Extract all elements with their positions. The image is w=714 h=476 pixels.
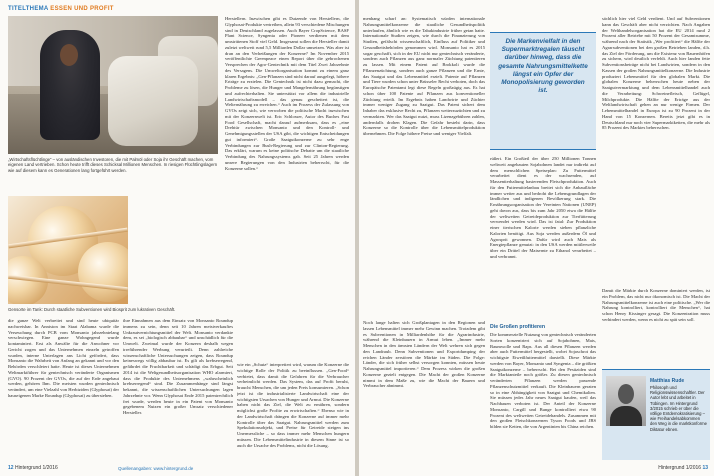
sources-link[interactable]: Quellenangaben: www.hintergrund.de: [118, 466, 194, 471]
left-page-number: [8, 465, 58, 471]
photo2-caption: Gensorte im Tank: Durch staatliche Subventionen wird Biosprit zum lukrativen Geschäft.: [8, 307, 176, 312]
left-column-2-top: Herstellern. Inzwischen gibt es Dutzende von Herstellern, die Glyphosat-Produkte vertreiben, allein 93 verschiedene Mischungen sind in Deutschland zugelassen. Auch Bayer CropScience, BASF Plant Science, Syngenta oder Pioneer verdienen mit dem umstrittenen Stoff viel Geld. Insgesamt sollen die Hersteller damit zuletzt weltweit rund 5,5 Milliarden Dollar umsetzen. Was aber ist dran an den Verheißungen der Konzerne? Im November 2015 veröffentlichte Greenpeace einen Report über die gebrochenen Versprechen der Agro-Gentechnik mit dem Titel Zwei Jahrzehnte des Versagens. Die Umweltorganisation kommt zu einem ganz klaren Ergebnis: „Gen-Pflanzen sind nicht darauf ausgelegt, höhere Erträge zu erzielen. Die Gentechnik ist nicht dazu gemacht, die Probleme zu lösen, die Hunger und Mangelernährung begünstigen und aufrechterhalten. Sie unterstützt vor allem die industrielle Landwirtschaftsmodell – das genau gescheitert ist, die Welternährung zu erreichen.“ Auch im Prozess der Zulassung von GVOs zeigt sich, wie verwoben die politische Macht inzwischen mit der Konzernwelt ist. Eric Schlosser, Autor des Buches Fast Food Gesellschaft, macht darauf aufmerksam, dass es „eine Drehtür zwischen Monsanto und den Kontroll- und Genehmigungsstellen der USA gibt, die wichtigen Entscheidungen gut informiert“. Große Saatgutkonzerne zu sehr enge Verbindungen zur Bush-Regierung und zur Clinton-Regierung. Das erklärt, warum es keine politische Debatte um die staatliche Verbindung des Nahrungssystems gab. Seit 25 Jahren werden unsere Regierungen von den Industrien beherrscht, für die Konzerne sollen.“: [225, 16, 349, 171]
right-column-3b: Damit die Märkte durch Konzerne dominiert werden, ist ein Problem, das nicht nur ökonomisch ist. Die Macht der Nahrungsmittelkonzerne ist auch eine politische. „Wer die Nahrung kontrolliert, kontrolliert die Menschen“, hat schon Henry Kissinger gesagt. Die Konzentration muss verhindert werden, wenn es nicht zu spät sein soll.: [602, 288, 710, 322]
biofuel-tank-photo: [8, 196, 128, 304]
photo1-caption: „Wirtschaftsflüchtlinge“ – von ausländischen Investoren, die mit Palmöl oder Soja ihr Geschäft machen, vom eigenen Land vertrieben. Schon heute trifft dieses Schicksal Millionen Menschen. In riesigen Flüchtlingslagern wie auf diesem kann es Generationen lang fortgeführt werden.: [8, 157, 218, 173]
subheading: Die Großen profitieren: [490, 324, 546, 330]
section-title: ESSEN UND PROFIT: [50, 6, 114, 12]
page-number: 12: [8, 465, 14, 471]
author-box: [602, 369, 710, 460]
section-header: [8, 6, 114, 12]
author-bio: Philosoph und Religionswissenschaftler. Der Autor lebt und arbeitet in Tübingen. Im Hintergrund 3/2015 schrieb er über die völlige Entdemokratisierung – wie Freihandelsabkommen den Weg in die marktkonforme Diktatur ebnen.: [650, 385, 707, 432]
right-column-3: sächlich hier viel Geld verdient. Und auf Subventionen kann das Geschäft aber nicht verzichten. Nach Angaben der Welthandelsorganisation hat die EU 2014 rund 2 Prozent aller Betriebe mit 50 Prozent der Gesamtsumme, während nach der Statistik „Wer profitiert“ die Hälfte der Agrarsubventionen bei den großen Betrieben landen, d.h. das Ziel der Förderung, um die Existenz von Bauernhöfen zu sichern, wird deutlich verfehlt. Auch hier landen fette Subventionsbeträge nicht bei Landwirten, sondern in den Kassen der großen Nahrungsmittelkonzerne. Die Industrie produziert Lebensmittel für den globalen Markt. Die globalen Konzerne beherrschen heute neben der Saatgutvermarktung und dem Lebensmittelhandel auch die Verarbeitung: Schweinefleisch, Geflügel, Milchprodukte. Die Hälfte der Erträge aus der Weltlandwirtschaft gehen an nur wenige Firmen. Der Lebensmittelhandel in Europa ist zu 90 Prozent in der Hand von 15 Konzernen. Bereits jetzt gibt es in Deutschland nur noch vier Supermarktketten, die mehr als 85 Prozent des Marktes beherrschen.: [602, 16, 710, 131]
left-column-3: wie ein „Schutz“ interpretiert wird, warum die Konzerne die wichtige Rolle der Politik zu beeinflussen. „Gen-Food“ verbietet, dass damit die Gefahren für die Verbraucher verheimlicht werden. Das System, das auf Profit beruht, braucht Menschen, die um jeden Preis konsumieren. „Schon jetzt ist die industrialisierte Landwirtschaft eine der wichtigsten Ursachen von Hunger und Armut. Die Konzerne haben nicht das Ziel, die Welt zu ernähren, sondern möglichst große Profite zu erwirtschaften.“ Ebenso wie in der Landwirtschaft drängen die Konzerne auf immer mehr Kontrolle über das Saatgut. Nahrungsmittel werden zum Spekulationsobjekt, und Preise für Getreide steigen ins Unermessliche – so dass immer mehr Menschen hungern müssen. Die Lebensmittelindustrie in diesem Sinne ist so auch die Ursache des Problems, nicht die Lösung.: [237, 362, 349, 448]
right-column-1: menhang scharf an: Systematisch würden internationale Nahrungsmittelkonzerne die staatliche Gesundheitspolitik unterlaufen, ähnlich wie es die Tabakindustrie früher getan hatte. Internationale Studien zeigen, wie durch die Finanzierung von Studien, gefälscht wissenschaftlich, Einfluss auf Politiker und Gesundheitsbehörden genommen wird. Monsanto hat es 2015 sogar geschafft, sich in der EU nicht nur gentechnisch veränderte, sondern auch Pflanzen aus ganz normaler Züchtung patentieren zu lassen. Mit einem Patent auf Brokkoli wurde die Pflanzenzüchtung, sondern auch ganze Pflanzen und die Ernte, das Saatgut und das Lebensmittel erzielt. Patente auf Pflanzen und Tiere wurden schon unter Brüsseler Recht verboten, doch das Europäische Patentamt legt diese Regeln großzügig aus. Es hat schon über 100 Patente auf Pflanzen aus konventioneller Züchtung erteilt. Im Ergebnis haben Landwirte und Züchter immer weniger Zugang zu Saatgut. Das Patent sichert dem Inhaber das exklusive Recht zu, Pflanzen weiterzuzüchten und zu vermarkten. Wer das Saatgut nutzt, muss Lizenzgebühren zahlen, andernfalls drohen Klagen. Die Gefahr besteht darin, dass Konzerne so die Kontrolle über die Lebensmittelproduktion übernehmen. Die Folge höhere Preise und weniger Vielfalt.: [363, 16, 485, 136]
left-column-1: die ganze Welt verbreitet und sind heute ubiquitär nachweisbar. In Anniston im Staat Alabama wurde die Verseuchung durch PCB vom Monsanto jahrzehntelang verschwiegen. Eine ganze Wohngegend wurde kontaminiert. Erst als Anwälte für die Anwohner vor Gericht zogen und das Unternehmen einzeln getroffen wurden, interne Unterlagen ans Licht gefördert, dass Monsanto die Wahrheit von Anfang an gekannt und vor den Behörden verschleiert hatte. Heute ist dieses Unternehmen Weltmarktführer für gentechnisch veränderte Organismen (GVO). 90 Prozent der GVOs, die auf der Erde angebaut werden, gehören Ihm. Die meisten wurden gentechnisch verändert, um eine Vielzahl von Herbiziden (Glyphosat) der hauseigenen Marke Roundup (Glyphosat) zu überstehen.: [8, 318, 119, 398]
right-column-2: rüßert. Ein Großteil der über 250 Millionen Tonnen weltweit angebauten Sojabohnen landet nur indirekt auf dem menschlichen Speiseplan: Zu Futtermittel verarbeitet dient es der wachsenden, auf Massentierhaltung basierenden Fleischproduktion. Auch für den Futtermittelanbau breitet sich die Anbaufläche immer weiter aus und bedroht die Lebensgrundlagen der ländlichen und indigenen Bevölkerung stark. Die Ernährungsorganisation der Vereinten Nationen (UNEP) geht davon aus, dass bis zum Jahr 2050 etwa die Hälfte der weltweiten Getreideproduktion zur Tierfütterung verwendet werden wird. Das ist fatal: Zur Produktion einer tierischen Kalorie werden sieben pflanzliche Kalorien benötigt. Aus Soja werden außerdem Öl und Agrosprit gewonnen. Dafür wird auch Mais als Energiepflanze genutzt: in den USA werden mittlerweile über ein Drittel der Maisernte zu Ethanol verarbeitet – und verbrannt.: [490, 156, 596, 259]
refugee-photo: [8, 16, 218, 154]
publication-name: Hintergrund 1/2016: [658, 465, 702, 471]
right-column-2b: Die kommerzielle Nutzung von gentechnisch veränderten Sorten konzentriert sich auf Sojabohnen, Mais, Baumwolle und Raps. Aus all diesen Pflanzen werden aber auch Futtermittel hergestellt, wobei Sojaschrot das wichtigste Eiweißfuttermittel darstellt. Diese Märkte werden von Bayer, Monsanto und Syngenta – die größten Saatgutkonzerne – beherrscht. Bei den Pestiziden sind die Marktanteile noch größer. Zu diesen gentechnisch veränderten Pflanzen werden passende Pflanzenschutzmittel verkauft. Die Kleinbauern geraten so in eine Abhängigkeit von Saatgut und Chemikalien. Sie müssen jedes Jahr neues Saatgut kaufen, weil das Nachbauen verboten ist. Der Anteil der Konzerne Monsanto, Cargill und Bunge kontrolliert etwa 90 Prozent des weltweiten Getreidehandels. Zusammen mit den großen Fleischkonzernen Tyson Foods und JBS bilden sie Ketten, die von Argentinien bis China reichen.: [490, 332, 596, 429]
author-name: Matthias Rude: [650, 378, 685, 384]
right-page-number: [658, 465, 708, 471]
pull-quote: Die Markenvielfalt in den Supermarktregalen täuscht darüber hinweg, dass die gesamte Nahrungsmittelkette längst ein Opfer der Monopolisierung geworden ist.: [490, 32, 596, 150]
right-page: [359, 0, 714, 476]
page-number: 13: [702, 465, 708, 471]
section-kicker: TITELTHEMA: [8, 6, 49, 12]
right-column-1b: Noch lange halten sich Großplantagen in den Regionen und lassen Lebensmittel immer mehr Gewinn machen. Trotzdem gibt es Subventionen in Milliardenhöhe für die Agrarindustrie, während die Kleinbauern in Armut leben. „Immer mehr Menschen in den ärmsten Ländern der Welt wehren sich gegen den Landraub. Denn Subventionen und Exportdumping der reichen Länder zerstören die Märkte im Süden. Die Folge: Länder, die sich früher selbst versorgen konnten, müssen heute Nahrungsmittel importieren.“ Dem Prozess wirken die großen Konzerne gezielt entgegen. Die Macht der großen Konzerne nimmt in dem Maße zu, wie die Macht der Bauern und Verbraucher abnimmt.: [363, 320, 485, 389]
left-page: [0, 0, 355, 476]
author-portrait: [606, 376, 646, 426]
left-column-1b: ihre Einnahmen aus dem Einsatz von Monsanto Roundup immens zu sein, denn seit 10 Jahren meistverkauftes Unkrautvernichtungsmittel der Welt. Monsanto verdankte dem, es sei „biologisch abbaubar“ und unschädlich für die Umwelt. Zweimal wurde der Konzern deshalb wegen irreführender Werbung verurteilt. Denn zahlreiche wissenschaftliche Untersuchungen zeigen, dass Roundup keineswegs völlig abbaubar ist. Es gilt als krebserregend, gefährdet die Fruchtbarkeit und schädigt das Erbgut. Seit 2014 ist die Weltgesundheitsorganisation WHO alarmiert, dass die Produkte des Unternehmens „wahrscheinlich krebserregend“ sind. Die Zusammenhänge sind längst bekannt, die wissenschaftlichen Untersuchungen lagen Jahrzehnte vor. Wenn Glyphosat Ende 2015 patentrechtlich frei wurde, werden heute in ein Patent von Monsanto gegebenem Nutzen ein großer Umsatz verschiedener Hersteller.: [123, 318, 233, 415]
publication-name: Hintergrund 1/2016: [14, 465, 58, 471]
